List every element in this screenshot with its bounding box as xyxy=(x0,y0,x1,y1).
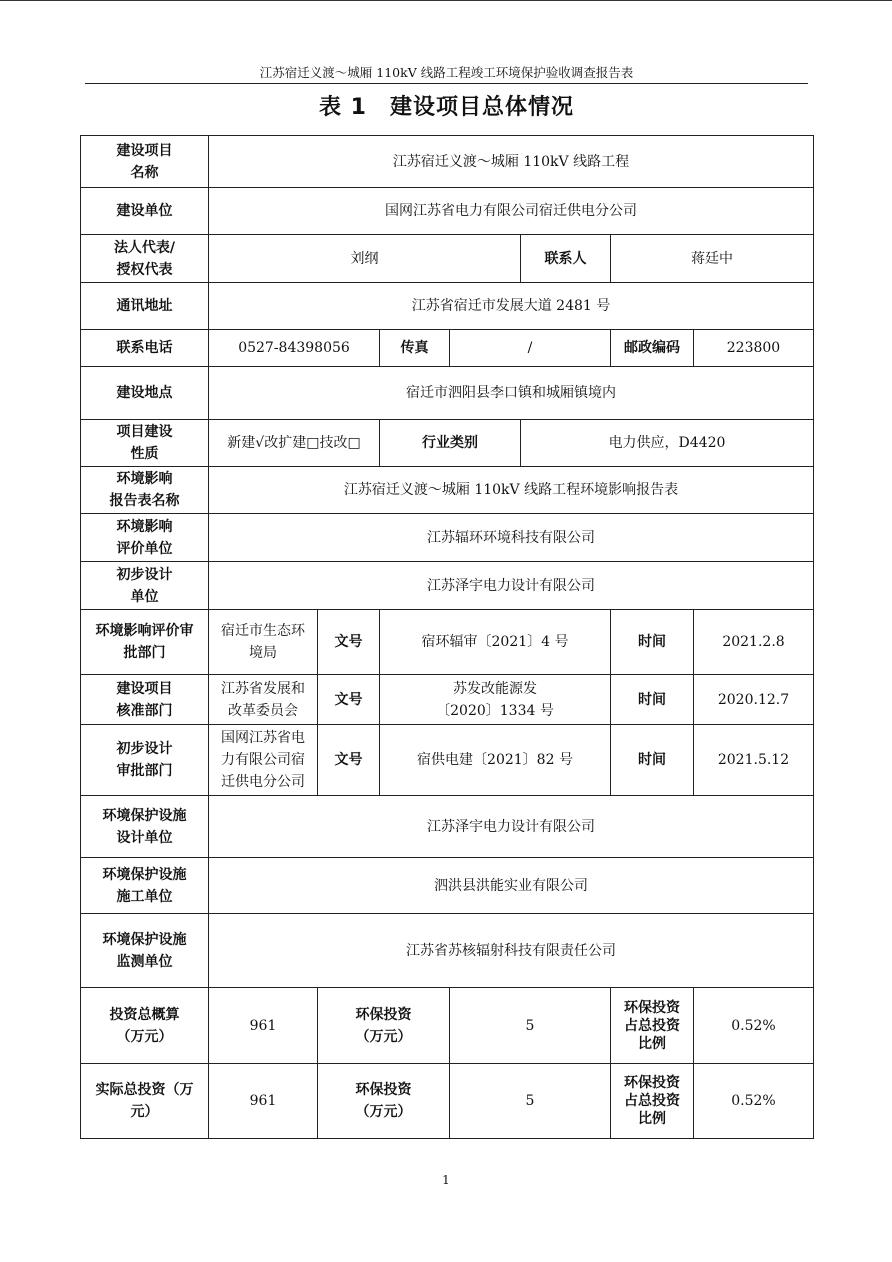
row-legal-rep xyxy=(81,235,814,283)
value-phone: 0527-84398056 xyxy=(209,330,380,367)
value-env-monitor: 江苏省苏核辐射科技有限责任公司 xyxy=(209,914,814,988)
value-ratio-actual: 0.52% xyxy=(694,1064,814,1139)
label-eia-doc: 文号 xyxy=(318,610,380,675)
label-eia-approval: 环境影响评价审 批部门 xyxy=(81,610,209,675)
row-env-monitor xyxy=(81,914,814,988)
row-project-name xyxy=(81,136,814,188)
value-design-doc: 宿供电建〔2021〕82 号 xyxy=(380,725,611,796)
row-env-design xyxy=(81,796,814,858)
running-header: 江苏宿迁义渡～城厢 110kV 线路工程竣工环境保护验收调查报告表 xyxy=(259,65,634,80)
value-eia-doc: 宿环辐审〔2021〕4 号 xyxy=(380,610,611,675)
page-top-border xyxy=(0,0,892,1)
label-legal-rep: 法人代表/ 授权代表 xyxy=(81,235,209,283)
label-design-doc: 文号 xyxy=(318,725,380,796)
value-ratio-estimate: 0.52% xyxy=(694,988,814,1064)
value-invest-actual: 961 xyxy=(209,1064,318,1139)
label-project-name: 建设项目 名称 xyxy=(81,136,209,188)
row-design-approval xyxy=(81,725,814,796)
header-rule xyxy=(85,83,808,84)
row-eia-report xyxy=(81,467,814,514)
value-project-time: 2020.12.7 xyxy=(694,675,814,725)
label-env-construction: 环境保护设施 施工单位 xyxy=(81,858,209,914)
value-env-invest-estimate: 5 xyxy=(450,988,611,1064)
value-env-invest-actual: 5 xyxy=(450,1064,611,1139)
row-project-approval xyxy=(81,675,814,725)
row-nature xyxy=(81,420,814,467)
row-phone xyxy=(81,330,814,367)
label-env-design: 环境保护设施 设计单位 xyxy=(81,796,209,858)
row-env-construction xyxy=(81,858,814,914)
label-env-monitor: 环境保护设施 监测单位 xyxy=(81,914,209,988)
label-project-approval: 建设项目 核准部门 xyxy=(81,675,209,725)
table-title: 表 1 建设项目总体情况 xyxy=(319,95,574,120)
value-location: 宿迁市泗阳县李口镇和城厢镇境内 xyxy=(209,367,814,420)
label-ratio-actual: 环保投资 占总投资 比例 xyxy=(611,1064,694,1139)
label-project-doc: 文号 xyxy=(318,675,380,725)
row-eia-approval xyxy=(81,610,814,675)
value-invest-estimate: 961 xyxy=(209,988,318,1064)
label-postcode: 邮政编码 xyxy=(611,330,694,367)
label-builder: 建设单位 xyxy=(81,188,209,235)
value-eia-dept: 宿迁市生态环 境局 xyxy=(209,610,318,675)
value-project-doc: 苏发改能源发 〔2020〕1334 号 xyxy=(380,675,611,725)
value-contact: 蒋廷中 xyxy=(611,235,814,283)
row-location xyxy=(81,367,814,420)
value-design-dept: 国网江苏省电 力有限公司宿 迁供电分公司 xyxy=(209,725,318,796)
label-prelim-design: 初步设计 单位 xyxy=(81,562,209,610)
label-design-approval: 初步设计 审批部门 xyxy=(81,725,209,796)
value-project-name: 江苏宿迁义渡～城厢 110kV 线路工程 xyxy=(209,136,814,188)
value-eia-time: 2021.2.8 xyxy=(694,610,814,675)
label-address: 通讯地址 xyxy=(81,283,209,330)
label-location: 建设地点 xyxy=(81,367,209,420)
label-ratio-estimate: 环保投资 占总投资 比例 xyxy=(611,988,694,1064)
label-phone: 联系电话 xyxy=(81,330,209,367)
value-builder: 国网江苏省电力有限公司宿迁供电分公司 xyxy=(209,188,814,235)
label-invest-estimate: 投资总概算 （万元） xyxy=(81,988,209,1064)
label-industry: 行业类别 xyxy=(380,420,521,467)
value-fax: / xyxy=(450,330,611,367)
label-invest-actual: 实际总投资（万 元） xyxy=(81,1064,209,1139)
page-number: 1 xyxy=(442,1173,450,1187)
row-eia-unit xyxy=(81,514,814,562)
value-eia-unit: 江苏辐环环境科技有限公司 xyxy=(209,514,814,562)
value-nature: 新建√改扩建□技改□ xyxy=(209,420,380,467)
label-eia-report: 环境影响 报告表名称 xyxy=(81,467,209,514)
label-nature: 项目建设 性质 xyxy=(81,420,209,467)
row-invest-actual xyxy=(81,1064,814,1139)
label-eia-time: 时间 xyxy=(611,610,694,675)
value-env-design: 江苏泽宇电力设计有限公司 xyxy=(209,796,814,858)
value-eia-report: 江苏宿迁义渡～城厢 110kV 线路工程环境影响报告表 xyxy=(209,467,814,514)
label-env-invest-actual: 环保投资 （万元） xyxy=(318,1064,450,1139)
label-env-invest-estimate: 环保投资 （万元） xyxy=(318,988,450,1064)
label-fax: 传真 xyxy=(380,330,450,367)
label-contact: 联系人 xyxy=(521,235,611,283)
value-postcode: 223800 xyxy=(694,330,814,367)
value-industry: 电力供应，D4420 xyxy=(521,420,814,467)
value-prelim-design: 江苏泽宇电力设计有限公司 xyxy=(209,562,814,610)
value-legal-rep: 刘纲 xyxy=(209,235,521,283)
label-design-time: 时间 xyxy=(611,725,694,796)
row-invest-estimate xyxy=(81,988,814,1064)
value-design-time: 2021.5.12 xyxy=(694,725,814,796)
value-address: 江苏省宿迁市发展大道 2481 号 xyxy=(209,283,814,330)
label-project-time: 时间 xyxy=(611,675,694,725)
value-env-construction: 泗洪县洪能实业有限公司 xyxy=(209,858,814,914)
label-eia-unit: 环境影响 评价单位 xyxy=(81,514,209,562)
value-project-dept: 江苏省发展和 改革委员会 xyxy=(209,675,318,725)
row-prelim-design xyxy=(81,562,814,610)
project-overview-table xyxy=(80,135,814,1139)
row-address xyxy=(81,283,814,330)
row-builder xyxy=(81,188,814,235)
